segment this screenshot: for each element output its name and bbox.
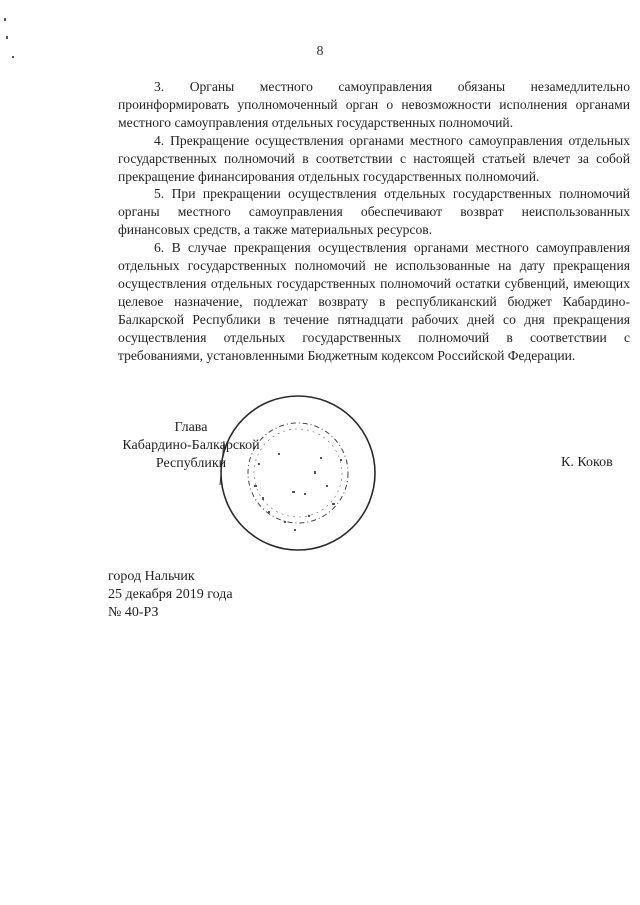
signatory-title-line: Кабардино-Балкарской [122,438,260,453]
signatory-title-line: Республики [155,456,227,471]
paragraph: 5. При прекращении осуществления отдельных государственных полномочий органы местного самоуправления обеспечивают возврат неиспользованных финансовых средств, а также материальных ресурсов. [118,186,630,238]
paragraph: 6. В случае прекращения осуществления органами местного самоуправления отдельных государственных полномочий не использованные на дату прекращения осуществления отдельных государственных полномочий остатки субвенций, имеющих целевое назначение, подлежат возврату в республиканский бюджет Кабардино-Балкарской Республики в течение пятнадцати рабочих дней со дня прекращения осуществления отдельных государственных полномочий в соответствии с требованиями, установленными Бюджетным кодексом Российской Федерации. [118,240,630,363]
place-date-block [108,568,233,622]
document-body [118,78,630,365]
signatory-title [116,419,266,473]
paragraph: 4. Прекращение осуществления органами местного самоуправления отдельных государственных полномочий в соответствии с настоящей статьей влечет за собой прекращение финансирования отдельных государственных полномочий. [118,132,630,184]
page-number: 8 [316,44,324,59]
city: город Нальчик [108,569,195,584]
law-number: № 40-РЗ [108,605,159,620]
official-seal [218,393,378,553]
scan-artifact [6,36,8,39]
date: 25 декабря 2019 года [108,587,233,602]
paragraph: 3. Органы местного самоуправления обязаны незамедлительно проинформировать уполномоченный орган о невозможности исполнения органами местного самоуправления отдельных государственных полномочий. [118,79,630,130]
scan-artifact [4,18,6,21]
signatory-title-line: Глава [174,420,208,435]
signatory-name: К. Коков [561,455,613,470]
